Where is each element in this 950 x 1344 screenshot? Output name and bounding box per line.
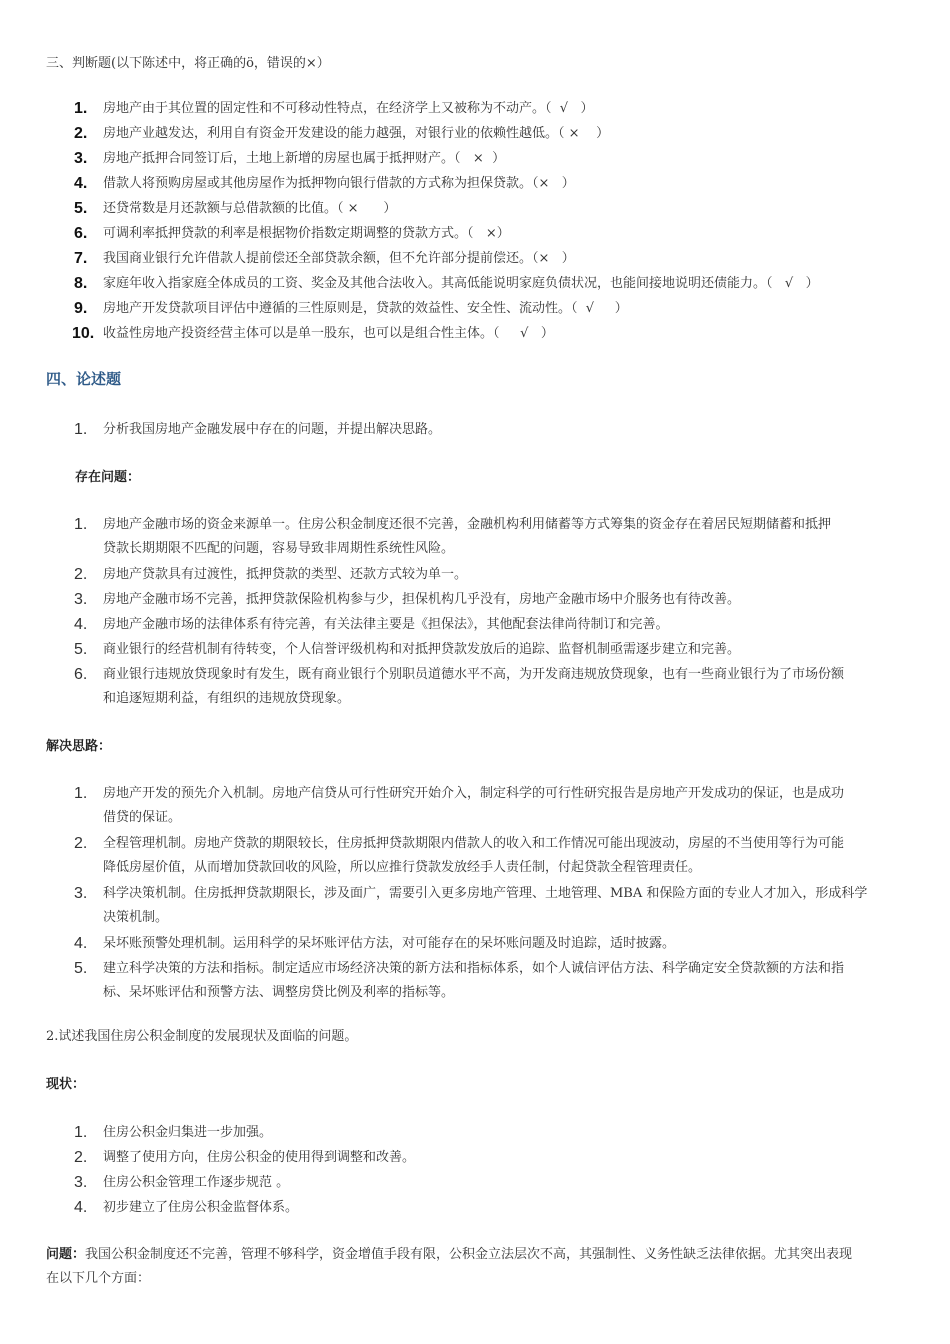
item-number: 2.	[74, 1149, 88, 1166]
item-text-line: 商业银行违规放贷现象时有发生，既有商业银行个别职员道德水平不高，为开发商违规放贷现象，也有一些商业银行为了市场份额	[103, 667, 845, 682]
item-text: 调整了使用方向，住房公积金的使用得到调整和改善。	[103, 1150, 416, 1165]
essay-section-title: 四、论述题	[46, 371, 122, 388]
item-text: 商业银行的经营机制有待转变，个人信誉评级机构和对抵押贷款发放后的追踪、监督机制亟需逐步建立和完善。	[103, 642, 741, 657]
list-item	[46, 613, 926, 638]
judgment-section-intro: 三、判断题(以下陈述中，将正确的ö，错误的×）	[46, 56, 330, 71]
item-answer: （ √ ）	[545, 101, 594, 116]
solutions-list	[46, 782, 926, 1007]
item-answer: （ √ ）	[493, 326, 554, 341]
item-answer: （ × ）	[454, 151, 506, 166]
item-answer: （ × ）	[337, 201, 397, 216]
item-answer: （× ）	[532, 251, 575, 266]
list-item	[46, 146, 926, 171]
item-text-line: 建立科学决策的方法和指标。制定适应市场经济决策的新方法和指标体系，如个人诚信评估方法、科学确定安全贷款额的方法和指	[103, 961, 845, 976]
problems-label: 存在问题：	[75, 470, 141, 485]
item-number: 2.	[74, 835, 88, 852]
judgment-list	[46, 96, 926, 346]
item-text-line: 标、呆坏账评估和预警方法、调整房贷比例及利率的指标等。	[103, 985, 455, 1000]
item-text: 家庭年收入指家庭全体成员的工资、奖金及其他合法收入。其高低能说明家庭负债状况，也能间接地说明还债能力。	[103, 276, 767, 291]
list-item	[46, 296, 926, 321]
item-number: 4.	[74, 616, 88, 633]
list-item	[46, 418, 926, 442]
item-number: 4.	[74, 175, 88, 192]
item-number: 4.	[74, 1199, 88, 1216]
list-item	[46, 957, 926, 1007]
item-number: 7.	[74, 250, 88, 267]
list-item	[46, 221, 926, 246]
item-text: 可调利率抵押贷款的利率是根据物价指数定期调整的贷款方式。	[103, 226, 468, 241]
issues-label: 问题：	[46, 1247, 86, 1262]
item-text: 我国商业银行允许借款人提前偿还全部贷款余额，但不允许部分提前偿还。	[103, 251, 533, 266]
item-text: 住房公积金归集进一步加强。	[103, 1125, 273, 1140]
list-item	[46, 246, 926, 271]
list-item	[46, 321, 926, 346]
item-number: 8.	[74, 275, 88, 292]
item-text-line: 贷款长期期限不匹配的问题，容易导致非周期性系统性风险。	[103, 541, 455, 556]
solutions-label: 解决思路：	[46, 739, 112, 754]
list-item	[46, 932, 926, 957]
item-text-line: 科学决策机制。住房抵押贷款期限长，涉及面广，需要引入更多房地产管理、土地管理、MBA 和保险方面的专业人才加入，形成科学	[103, 886, 868, 901]
item-number: 6.	[74, 225, 88, 242]
item-number: 3.	[74, 591, 88, 608]
issues-text-line: 在以下几个方面：	[46, 1271, 151, 1286]
list-item	[46, 1196, 926, 1221]
item-number: 3.	[74, 150, 88, 167]
list-item	[46, 563, 926, 588]
item-answer: （× ）	[532, 176, 575, 191]
item-answer: （ √ ）	[766, 276, 819, 291]
item-text-line: 和追逐短期利益，有组织的违规放贷现象。	[103, 691, 351, 706]
item-number: 5.	[74, 960, 88, 977]
item-number: 3.	[74, 1174, 88, 1191]
item-text-line: 借贷的保证。	[103, 810, 182, 825]
list-item	[46, 96, 926, 121]
item-text: 房地产金融市场的法律体系有待完善，有关法律主要是《担保法》，其他配套法律尚待制订和完善。	[103, 617, 669, 632]
list-item	[46, 882, 926, 932]
item-number: 1.	[74, 1124, 88, 1141]
item-text: 房地产金融市场不完善，抵押贷款保险机构参与少，担保机构几乎没有，房地产金融市场中介服务也有待改善。	[103, 592, 741, 607]
question-2-text: 2.试述我国住房公积金制度的发展现状及面临的问题。	[46, 1029, 358, 1044]
item-answer: （ × ）	[558, 126, 610, 141]
item-number: 9.	[74, 300, 88, 317]
status-list	[46, 1121, 926, 1221]
list-item	[46, 1121, 926, 1146]
item-text: 房地产开发贷款项目评估中遵循的三性原则是，贷款的效益性、安全性、流动性。	[103, 301, 572, 316]
item-text: 房地产业越发达，利用自有资金开发建设的能力越强，对银行业的依赖性越低。	[103, 126, 559, 141]
essay-question-list	[46, 418, 926, 442]
list-item	[46, 832, 926, 882]
issues-paragraph	[46, 1243, 916, 1291]
item-number: 5.	[74, 641, 88, 658]
issues-text-line: 我国公积金制度还不完善，管理不够科学，资金增值手段有限，公积金立法层次不高，其强制性、义务性缺乏法律依据。尤其突出表现	[85, 1247, 853, 1262]
item-text: 呆坏账预警处理机制。运用科学的呆坏账评估方法，对可能存在的呆坏账问题及时追踪，适时披露。	[103, 936, 676, 951]
list-item	[46, 588, 926, 613]
item-text-line: 决策机制。	[103, 910, 169, 925]
item-number: 2.	[74, 566, 88, 583]
item-text-line: 降低房屋价值，从而增加贷款回收的风险，所以应推行贷款发放经手人责任制，付起贷款全程管理责任。	[103, 860, 702, 875]
item-text: 初步建立了住房公积金监督体系。	[103, 1200, 299, 1215]
list-item	[46, 171, 926, 196]
list-item	[46, 513, 926, 563]
list-item	[46, 196, 926, 221]
list-item	[46, 1146, 926, 1171]
item-number: 2.	[74, 125, 88, 142]
item-text-line: 房地产开发的预先介入机制。房地产信贷从可行性研究开始介入，制定科学的可行性研究报告是房地产开发成功的保证，也是成功	[103, 786, 845, 801]
item-text: 住房公积金管理工作逐步规范 。	[103, 1175, 290, 1190]
list-item	[46, 663, 926, 713]
list-item	[46, 638, 926, 663]
problems-list	[46, 513, 926, 713]
item-text: 借款人将预购房屋或其他房屋作为抵押物向银行借款的方式称为担保贷款。	[103, 176, 533, 191]
item-number: 1.	[74, 516, 88, 533]
item-number: 1.	[74, 785, 88, 802]
item-number: 10.	[72, 325, 95, 342]
item-text-line: 全程管理机制。房地产贷款的期限较长，住房抵押贷款期限内借款人的收入和工作情况可能出现波动，房屋的不当使用等行为可能	[103, 836, 845, 851]
item-number: 1.	[74, 421, 88, 438]
item-text: 房地产由于其位置的固定性和不可移动性特点，在经济学上又被称为不动产。	[103, 101, 546, 116]
list-item	[46, 782, 926, 832]
item-number: 4.	[74, 935, 88, 952]
item-number: 1.	[74, 100, 88, 117]
item-text: 房地产抵押合同签订后，土地上新增的房屋也属于抵押财产。	[103, 151, 455, 166]
item-text-line: 房地产金融市场的资金来源单一。住房公积金制度还很不完善，金融机构利用储蓄等方式筹集的资金存在着居民短期储蓄和抵押	[103, 517, 832, 532]
list-item	[46, 271, 926, 296]
item-number: 5.	[74, 200, 88, 217]
item-answer: （ ×）	[467, 226, 510, 241]
item-text: 还贷常数是月还款额与总借款额的比值。	[103, 201, 338, 216]
list-item	[46, 121, 926, 146]
item-number: 3.	[74, 885, 88, 902]
list-item	[46, 1171, 926, 1196]
item-number: 6.	[74, 666, 88, 683]
item-text: 收益性房地产投资经营主体可以是单一股东，也可以是组合性主体。	[103, 326, 494, 341]
item-answer: （ √ ）	[571, 301, 628, 316]
status-label: 现状：	[46, 1077, 86, 1092]
item-text: 房地产贷款具有过渡性，抵押贷款的类型、还款方式较为单一。	[103, 567, 468, 582]
question-text: 分析我国房地产金融发展中存在的问题，并提出解决思路。	[103, 422, 442, 437]
